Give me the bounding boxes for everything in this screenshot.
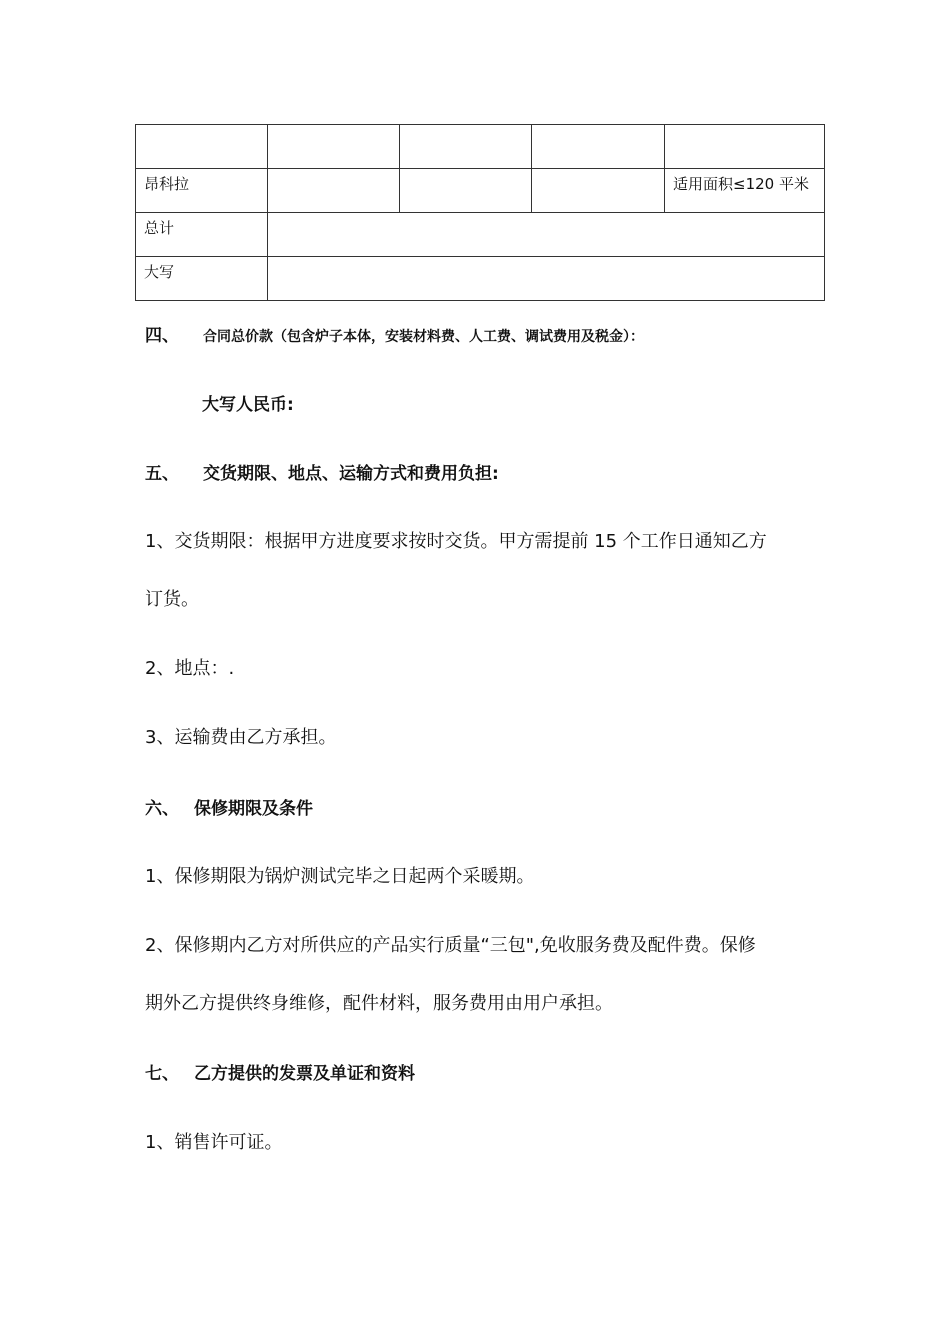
paragraph-line: 3、运输费由乙方承担。 [145,727,337,748]
section-title: 乙方提供的发票及单证和资料 [194,1064,415,1084]
table-row [136,125,825,169]
paragraph-line: 订货。 [145,589,199,610]
table-cell-capital-label: 大写 [136,257,268,301]
table-cell-total-label: 总计 [136,213,268,257]
table-cell [136,125,268,169]
table-row [136,213,825,257]
table-cell: 昂科拉 [136,169,268,213]
paragraph-line: 2、地点：. [145,658,235,679]
table-cell: 适用面积≤120 平米 [665,169,825,213]
section-7-heading [145,1059,415,1084]
table-cell [268,169,400,213]
section-title: 保修期限及条件 [194,799,313,819]
section-6-heading [145,794,313,819]
paragraph-line: 1、交货期限：根据甲方进度要求按时交货。甲方需提前 15 个工作日通知乙方 [145,531,767,552]
table-cell [400,169,532,213]
section-number: 四、 [145,326,179,346]
paragraph-line: 期外乙方提供终身维修，配件材料，服务费用由用户承担。 [145,993,613,1014]
section-number: 七、 [145,1064,179,1084]
paragraph-line: 2、保修期内乙方对所供应的产品实行质量“三包",免收服务费及配件费。保修 [145,935,756,956]
paragraph-line: 1、销售许可证。 [145,1132,283,1153]
table-row [136,169,825,213]
section-title: 合同总价款（包含炉子本体，安装材料费、人工费、调试费用及税金）： [203,329,644,345]
section-5-heading [145,459,499,484]
table-row [136,257,825,301]
table-cell [400,125,532,169]
table-cell [532,169,665,213]
section-title: 交货期限、地点、运输方式和费用负担: [203,464,499,484]
paragraph-line: 1、保修期限为锅炉测试完毕之日起两个采暖期。 [145,866,535,887]
capital-rmb-label: 大写人民币: [202,395,294,415]
table-cell [268,125,400,169]
price-table [135,124,825,301]
section-number: 五、 [145,464,179,484]
table-cell-capital-value [268,257,825,301]
section-4-heading [145,321,644,346]
table-cell [532,125,665,169]
table-cell [665,125,825,169]
section-number: 六、 [145,799,179,819]
table-cell-total-value [268,213,825,257]
